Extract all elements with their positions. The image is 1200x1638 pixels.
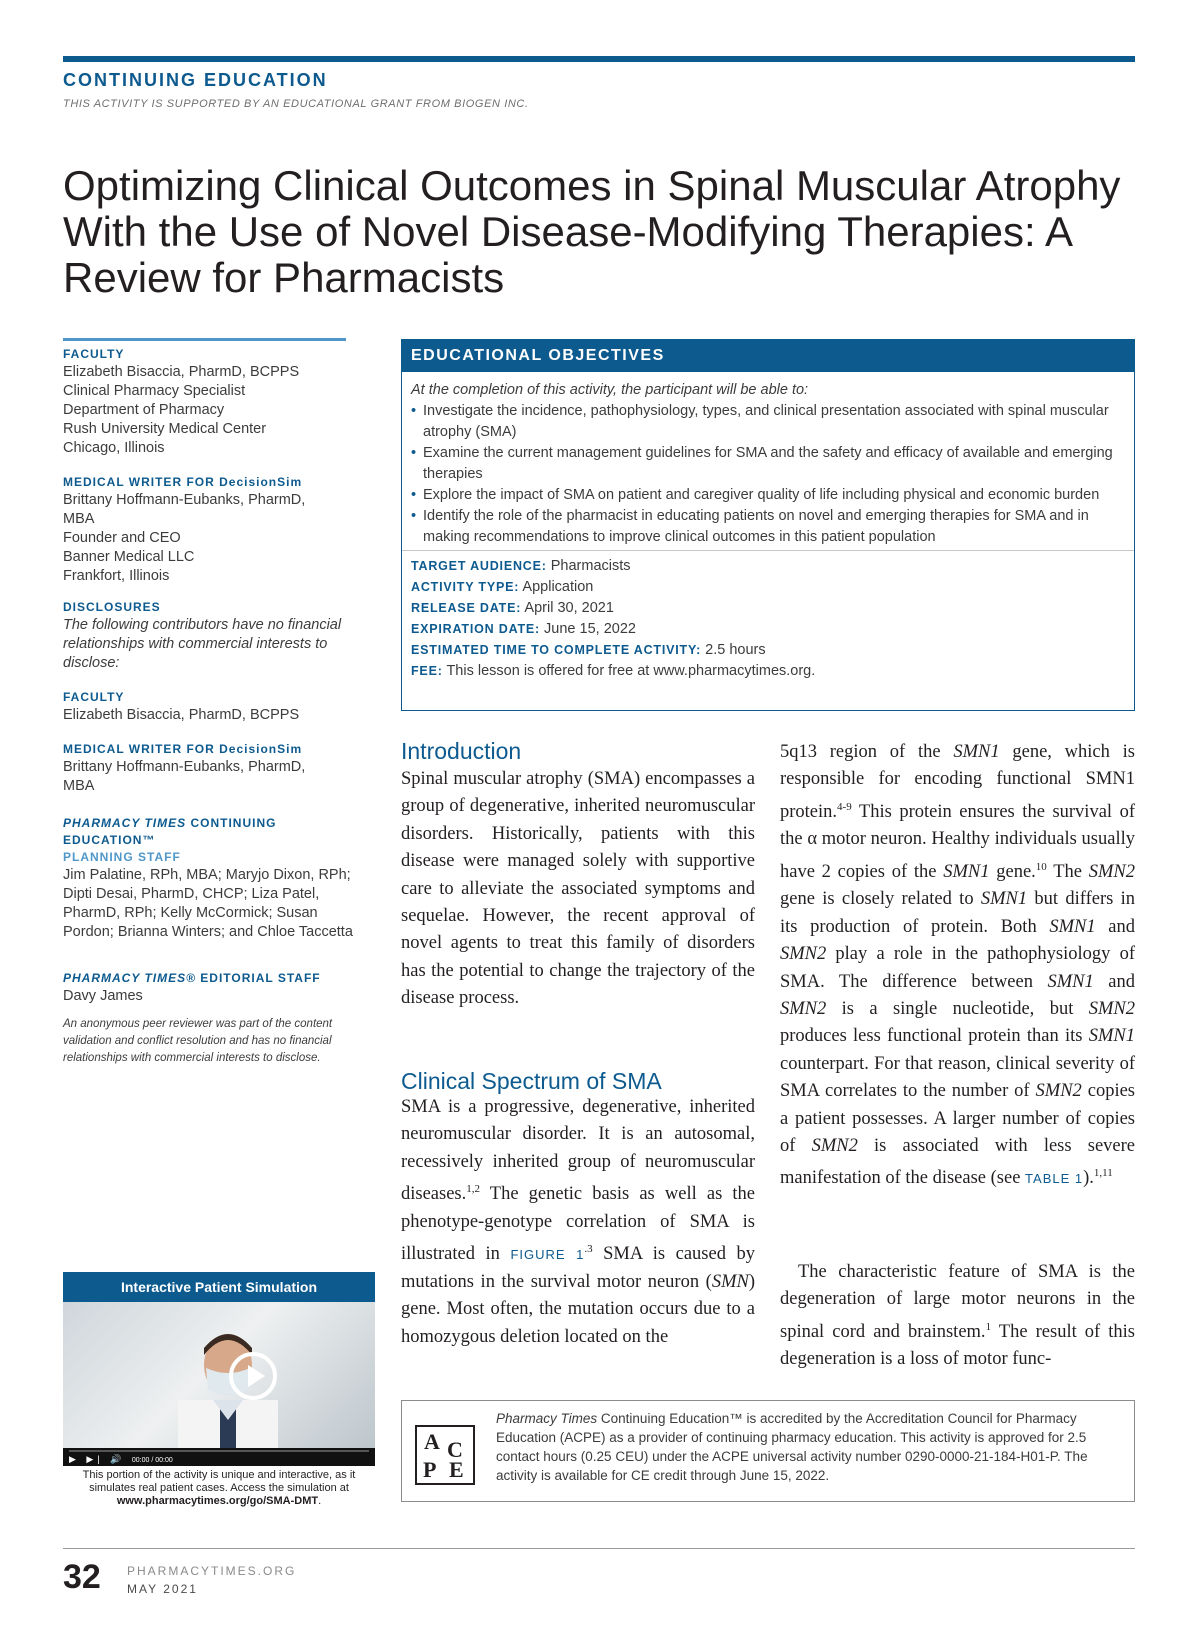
objectives-divider [402,550,1134,551]
play-icon[interactable] [229,1352,277,1400]
simulation-link[interactable]: www.pharmacytimes.org/go/SMA-DMT [116,1495,319,1507]
planning-heading-rest: CONTINUING EDUCATION™ [63,816,277,847]
planning-block [63,815,363,942]
planning-heading [63,815,363,849]
table-1-link[interactable]: TABLE 1 [1025,1171,1084,1187]
acpe-accreditation-box [401,1400,1135,1502]
faculty2-text: Elizabeth Bisaccia, PharmD, BCPPS [63,707,300,723]
objectives-box [401,339,1135,711]
objective-item: • Identify the role of the pharmacist in educating patients on novel and emerging therapies for SMA and in making recommendations to improve clinical outcomes in this patient population [411,506,1114,548]
faculty2-block [63,689,363,725]
disclosures-heading: DISCLOSURES [63,600,161,614]
writer-block [63,474,363,586]
planning-subheading: PLANNING STAFF [63,850,181,864]
meta-release-date: RELEASE DATE: April 30, 2021 [411,600,614,616]
simulation-caption-text: This portion of the activity is unique and interactive, as it simulates real patient cases. Access the simulation at [82,1469,356,1494]
objective-item: • Examine the current management guidelines for SMA and the safety and efficacy of available and emerging therapies [411,443,1114,485]
planning-text: Jim Palatine, RPh, MBA; Maryjo Dixon, RPh; Dipti Desai, PharmD, CHCP; Liza Patel, PharmD, RPh; Kelly McCormick; Susan Pordon; Brianna Winters; and Chloe Taccetta [63,867,353,940]
objective-item: • Investigate the incidence, pathophysiology, types, and clinical presentation associated with spinal muscular atrophy (SMA) [411,401,1114,443]
objectives-intro: At the completion of this activity, the participant will be able to: [411,382,809,398]
column-2-paragraph-1: 5q13 region of the SMN1 gene, which is responsible for encoding functional SMN1 protein.$^{4-9}$ This protein ensures the survival of the α motor neuron. Healthy individuals usually have 2 copies of the SMN1 gene.$^{10}$ The SMN2 gene is closely related to SMN1 but differs in its production of protein. Both SMN1 and SMN2 play a role in the pathophysiology of SMA. The difference between SMN1 and SMN2 is a single nucleotide, but SMN2 produces less functional protein than its SMN1 counterpart. For that reason, clinical severity of SMA correlates to the number of SMN2 copies a patient possesses. A larger number of copies of SMN2 is associated with less severe manifestation of the disease (see TABLE 1).$^{1,11}$ [780,742,1136,1189]
video-progress[interactable] [69,1450,369,1452]
faculty-text: Elizabeth Bisaccia, PharmD, BCPPS Clinical Pharmacy Specialist Department of Pharmacy Rush University Medical Center Chicago, Illinois [63,364,300,456]
column-2-paragraph-2: The characteristic feature of SMA is the degeneration of large motor neurons in the spinal cord and brainstem.$^1$ The result of this degeneration is a loss of motor func- [780,1262,1135,1370]
doctor-image [168,1320,288,1466]
writer-heading: MEDICAL WRITER FOR DecisionSim [63,475,303,489]
grant-note: THIS ACTIVITY IS SUPPORTED BY AN EDUCATIONAL GRANT FROM BIOGEN INC. [63,98,529,110]
acpe-statement: Pharmacy Times Continuing Education™ is accredited by the Accreditation Council for Pharmacy Education (ACPE) as a provider of continuing pharmacy education. This activity is approved for 2.5 contact hours (0.25 CEU) under the ACPE universal activity number 0290-0000-21-184-H01-P. The activity is available for CE credit through June 15, 2022. [496,1411,1088,1483]
writer2-block [63,741,363,796]
footer-site: PHARMACYTIMES.ORG [127,1564,297,1578]
article-title: Optimizing Clinical Outcomes in Spinal Muscular Atrophy With the Use of Novel Disease-Modifying Therapies: A Review for Pharmacists [63,162,1121,301]
activity-meta [411,556,1134,682]
page-number: 32 [63,1558,101,1596]
editorial-text: Davy James [63,988,143,1004]
peer-note [63,1016,368,1067]
video-time: ▶ ▶| 🔊 00:00 / 00:00 [69,1454,173,1464]
simulation-caption: This portion of the activity is unique and interactive, as it simulates real patient cases. Access the simulation at www.pharmacytimes.org/go/SMA-DMT. [82,1469,356,1507]
section-label: CONTINUING EDUCATION [63,70,328,90]
simulation-panel [63,1272,375,1466]
writer2-text: Brittany Hoffmann-Eubanks, PharmD, MBA [63,759,306,794]
faculty2-heading: FACULTY [63,690,125,704]
editorial-heading-italic: PHARMACY TIMES® [63,971,196,985]
introduction-heading: Introduction [401,738,522,764]
planning-heading-italic: PHARMACY TIMES [63,816,187,830]
meta-expiration-date: EXPIRATION DATE: June 15, 2022 [411,621,636,637]
objectives-heading: EDUCATIONAL OBJECTIVES [402,340,1134,372]
simulation-header: Interactive Patient Simulation [63,1272,375,1302]
video-controls [63,1448,375,1466]
sidebar-rule [63,338,346,341]
footer-rule [63,1548,1135,1549]
writer2-heading: MEDICAL WRITER FOR DecisionSim [63,742,303,756]
objectives-list [411,401,1114,548]
meta-time-to-complete: ESTIMATED TIME TO COMPLETE ACTIVITY: 2.5 hours [411,642,766,658]
meta-fee: FEE: This lesson is offered for free at www.pharmacytimes.org. [411,663,816,679]
disclosures-block [63,599,353,673]
disclosures-text: The following contributors have no financial relationships with commercial interests to disclose: [63,617,342,671]
meta-activity-type: ACTIVITY TYPE: Application [411,579,594,595]
simulation-video[interactable] [63,1302,375,1466]
clinical-spectrum-paragraph: SMA is a progressive, degenerative, inherited neuromuscular disorder. It is an autosomal, recessively inherited group of neuromuscular diseases.$^{1,2}$ The genetic basis as well as the phenotype-genotype correlation of SMA is illustrated in FIGURE $1^{.3}$ SMA is caused by mutations in the survival motor neuron (SMN) gene. Most often, the mutation occurs due to a homozygous deletion located on the [401,1097,755,1347]
faculty-heading: FACULTY [63,347,125,361]
video-time-text: 00:00 / 00:00 [131,1457,173,1464]
figure-1-link[interactable]: FIGURE 1 [510,1247,585,1263]
clinical-spectrum-heading: Clinical Spectrum of SMA [401,1068,662,1094]
editorial-heading [63,970,363,987]
footer-date: MAY 2021 [127,1582,198,1596]
peer-note-text: An anonymous peer reviewer was part of the content validation and conflict resolution and has no financial relationships with commercial interests to disclose. [63,1018,333,1064]
writer-text: Brittany Hoffmann-Eubanks, PharmD, MBA Founder and CEO Banner Medical LLC Frankfort, Illinois [63,492,306,584]
editorial-block [63,970,363,1006]
faculty-block [63,346,363,458]
introduction-paragraph: Spinal muscular atrophy (SMA) encompasses a group of degenerative, inherited neuromuscular disorders. Historically, patients with this disease were managed solely with supportive care to alleviate the associated symptoms and sequelae. However, the recent approval of novel agents to treat this family of disorders has the potential to change the trajectory of the disease process. [401,769,755,1009]
meta-target-audience: TARGET AUDIENCE: Pharmacists [411,558,631,574]
top-rule [63,56,1135,62]
acpe-logo: A C P E [415,1425,475,1485]
editorial-heading-rest: EDITORIAL STAFF [195,971,321,985]
objective-item: • Explore the impact of SMA on patient and caregiver quality of life including physical and economic burden [411,485,1114,506]
